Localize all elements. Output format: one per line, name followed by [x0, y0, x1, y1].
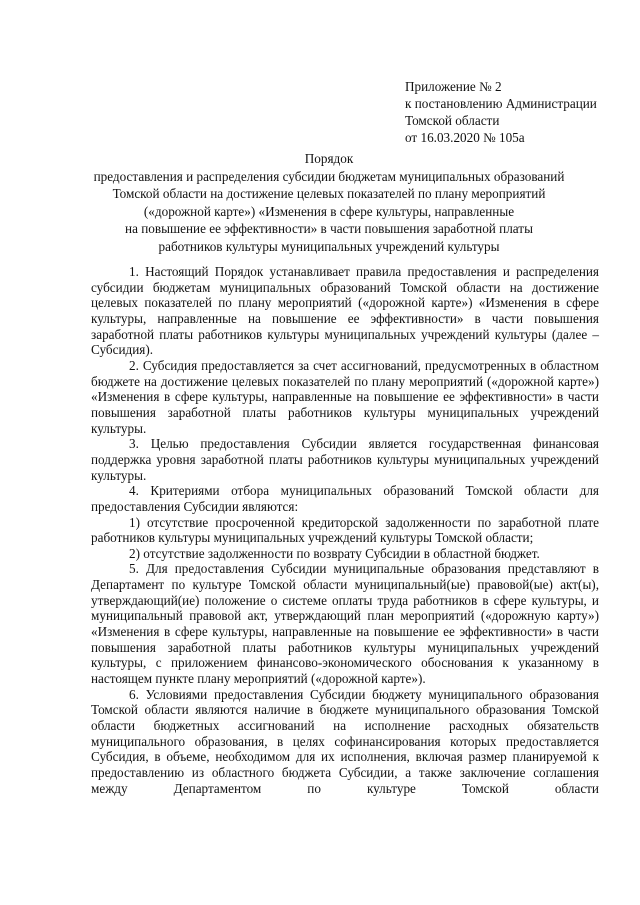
title-line: на повышение ее эффективности» в части повышения заработной платы	[125, 221, 533, 237]
appendix-header	[405, 78, 597, 146]
title-line: предоставления и распределения субсидии бюджетам муниципальных образований	[93, 168, 565, 184]
paragraph-6: 6. Условиями предоставления Субсидии бюджету муниципального образования Томской области являются наличие в бюджете муниципального образования Томской области бюджетных ассигнований на исполнение расходных обязательств муниципального образования, в целях софинансирования которых предоставляется Субсидия, в объеме, необходимом для их исполнения, включая размер планируемой к предоставлению из областного бюджета Субсидии, а также заключение соглашения между Департаментом по культуре Томской области	[91, 686, 599, 796]
paragraph-5: 5. Для предоставления Субсидии муниципальные образования представляют в Департамент по культуре Томской области муниципальный(ые) правовой(ые) акт(ы), утверждающий(ие) положение о системе оплаты труда работников в сфере культуры, и муниципальный правовой акт, утверждающий план мероприятий («дорожную карту») «Изменения в сфере культуры, направленные на повышение ее эффективности» в части повышения заработной платы работников культуры муниципальных учреждений культуры, с приложением финансово-экономического обоснования к указанному в настоящем пункте плану мероприятий («дорожной карте»).	[91, 561, 599, 687]
appendix-line: Томской области	[405, 113, 500, 128]
title-line: Томской области на достижение целевых показателей по плану мероприятий	[112, 186, 546, 202]
document-title	[78, 150, 580, 256]
paragraph-4-2: 2) отсутствие задолженности по возврату Субсидии в областной бюджет.	[129, 545, 540, 561]
title-heading: Порядок	[304, 151, 354, 166]
paragraph-2: 2. Субсидия предоставляется за счет ассигнований, предусмотренных в областном бюджете на достижение целевых показателей по плану мероприятий («дорожной карте») «Изменения в сфере культуры, направленные на повышение ее эффективности» в части повышения заработной платы работников культуры муниципальных учреждений культуры.	[91, 357, 599, 436]
appendix-line: от 16.03.2020 № 105а	[405, 130, 525, 145]
title-line: («дорожной карте») «Изменения в сфере культуры, направленные	[143, 203, 515, 219]
title-line: работников культуры муниципальных учреждений культуры	[158, 238, 500, 254]
appendix-line: к постановлению Администрации	[405, 96, 597, 111]
document-body	[91, 264, 599, 796]
paragraph-4: 4. Критериями отбора муниципальных образований Томской области для предоставления Субсидии являются:	[91, 483, 599, 514]
paragraph-3: 3. Целью предоставления Субсидии является государственная финансовая поддержка уровня заработной платы работников культуры муниципальных учреждений культуры.	[91, 436, 599, 483]
paragraph-4-1: 1) отсутствие просроченной кредиторской задолженности по заработной плате работников культуры муниципальных учреждений культуры Томской области;	[91, 514, 599, 546]
paragraph-1: 1. Настоящий Порядок устанавливает правила предоставления и распределения субсидии бюджетам муниципальных образований Томской области на достижение целевых показателей по плану мероприятий («дорожной карте») «Изменения в сфере культуры, направленные на повышение ее эффективности» в части повышения заработной платы работников культуры муниципальных учреждений культуры (далее – Субсидия).	[91, 264, 599, 358]
appendix-line: Приложение № 2	[405, 79, 502, 94]
